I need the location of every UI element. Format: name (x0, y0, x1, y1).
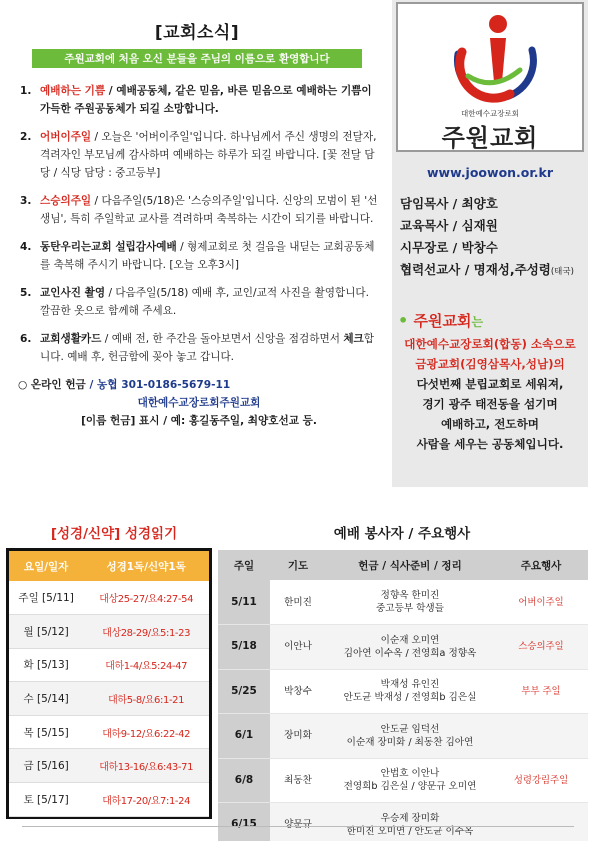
roster-header-duties: 헌금 / 식사준비 / 정리 (326, 550, 494, 580)
news-item-highlight: 교인사진 촬영 (40, 287, 106, 299)
roster-header-date: 주일 (218, 550, 270, 580)
news-list (14, 82, 380, 366)
news-item-highlight: 예배하는 기쁨 (40, 85, 106, 97)
staff-list (400, 193, 574, 283)
news-item-highlight: 교회생활카드 (40, 333, 102, 345)
news-item: 1. 예배하는 기쁨 / 예배공동체, 같은 믿음, 바른 믿음으로 예배하는 기쁨이 가득한 주원공동체가 되길 소망합니다. (20, 85, 372, 115)
intro-line: 대한예수교장로회(합동) 소속으로 (404, 337, 576, 351)
intro-line: 금광교회(김영삼목사,성남)의 (415, 357, 565, 371)
logo-church-name: 주원교회 (441, 124, 539, 152)
intro-line: 예배하고, 전도하며 (440, 417, 540, 431)
table-row: 금 [5/16] 대하13-16/요6:43-71 (9, 749, 209, 783)
bible-header-reading: 성경1독/신약1독 (83, 551, 209, 581)
intro-line: 다섯번째 분립교회로 세워져, (416, 377, 564, 391)
staff-item: 협력선교사 / 명재성,주성령(태국) (400, 262, 574, 277)
church-intro: • 주원교회는 대한예수교장로회(합동) 소속으로 금광교회(김영삼목사,성남)의 다섯번째 분립교회로 세워져, 경기 광주 태전동을 섬기며 예배하고, 전도하며 사람을 세우는 공동체입니다. (398, 310, 582, 454)
offering-note: [이름 헌금] 표시 / 예: 홍길동주일, 최양호선교 등. (81, 415, 317, 427)
divider (22, 826, 574, 827)
table-row: 5/25 박창수 박재성 유인진 안도균 박재성 / 전영희b 김은실 부부 주일 (218, 669, 588, 714)
bible-reading-title: [성경/신약] 성경읽기 (50, 526, 178, 542)
staff-item: 시무장로 / 박창수 (400, 240, 498, 255)
table-row: 화 [5/13] 대하1-4/요5:24-47 (9, 648, 209, 682)
news-item-highlight: 스승의주일 (40, 195, 92, 207)
news-item: 4. 동탄우리는교회 설립감사예배 / 형제교회로 첫 걸음을 내딛는 교회공동체를 축복해 주시기 바랍니다. [오늘 오후3시] (20, 241, 375, 271)
table-row: 6/15 양문규 우승제 장미화 한미진 오미연 / 안도균 이수옥 (218, 803, 588, 841)
church-news (14, 18, 380, 430)
table-row: 월 [5/12] 대상28-29/요5:1-23 (9, 615, 209, 649)
news-item: 6. 교회생활카드 / 예배 전, 한 주간을 돌아보면서 신앙을 점검하면서 체크합니다. 예배 후, 헌금함에 꽂아 놓고 갑니다. (20, 333, 375, 363)
intro-line: 경기 광주 태전동을 섬기며 (422, 397, 558, 411)
roster-header-prayer: 기도 (270, 550, 326, 580)
roster-header-events: 주요행사 (494, 550, 588, 580)
table-row: 5/18 이안나 이순재 오미연 김아연 이수옥 / 전영희a 정향옥 스승의주일 (218, 625, 588, 670)
table-row: 수 [5/14] 대하5-8/요6:1-21 (9, 682, 209, 716)
staff-item: 교육목사 / 심재원 (400, 218, 498, 233)
news-item: 5. 교인사진 촬영 / 다음주일(5/18) 예배 후, 교인/교적 사진을 촬영합니다. 깔끔한 옷으로 함께해 주세요. (20, 287, 370, 317)
news-title: [교회소식] (154, 23, 240, 43)
church-logo (396, 2, 584, 152)
bible-header-day: 요일/일자 (9, 551, 83, 581)
website-link[interactable]: www.joowon.or.kr (426, 165, 554, 180)
table-row: 주일 [5/11] 대상25-27/요4:27-54 (9, 581, 209, 615)
account-holder: 대한예수교장로회주원교회 (137, 397, 261, 409)
welcome-banner: 주원교회에 처음 오신 분들을 주님의 이름으로 환영합니다 (32, 49, 362, 68)
news-item: 2. 어버이주일 / 오늘은 '어버이주일'입니다. 하나님께서 주신 생명의 전달자, 격려자인 부모님께 감사하며 예배하는 하루가 되길 바랍니다. [꽃 전달 담당 / 식당 담당 : 중고등부] (20, 131, 377, 179)
roster-title: 예배 봉사자 / 주요행사 (333, 526, 471, 542)
news-item-highlight: 어버이주일 (40, 131, 92, 143)
bible-reading-table (6, 548, 212, 819)
church-logo-icon (448, 12, 538, 108)
logo-denomination: 대한예수교장로회 (461, 109, 519, 118)
online-offering-label: ○ 온라인 헌금 (18, 379, 86, 391)
table-row: 토 [5/17] 대하17-20/요7:1-24 (9, 783, 209, 817)
intro-heading: 주원교회 (413, 312, 472, 330)
news-item-highlight: 동탄우리는교회 설립감사예배 (40, 241, 177, 253)
bullet-icon: • (398, 311, 409, 330)
table-row: 목 [5/15] 대하9-12/요6:22-42 (9, 715, 209, 749)
table-row: 6/8 최동찬 안법호 이안나 전영희b 김은실 / 양문규 오미연 성령강림주일 (218, 758, 588, 803)
intro-line: 사람을 세우는 공동체입니다. (416, 437, 564, 451)
online-offering (14, 376, 380, 430)
church-info-panel (392, 0, 588, 487)
table-row: 5/11 한미진 정향옥 한미진 중고등부 학생들 어버이주일 (218, 580, 588, 625)
table-row: 6/1 장미화 안도균 임덕선 이순재 장미화 / 최동찬 김아연 (218, 714, 588, 759)
staff-item: 담임목사 / 최양호 (400, 196, 498, 211)
service-roster-table (218, 550, 588, 841)
news-item: 3. 스승의주일 / 다음주일(5/18)은 '스승의주일'입니다. 신앙의 모범이 된 '선생님', 특히 주일학교 교사를 격려하며 축복하는 시간이 되기를 바랍니다. (20, 195, 378, 225)
bank-account: / 농협 301-0186-5679-11 (85, 379, 231, 391)
